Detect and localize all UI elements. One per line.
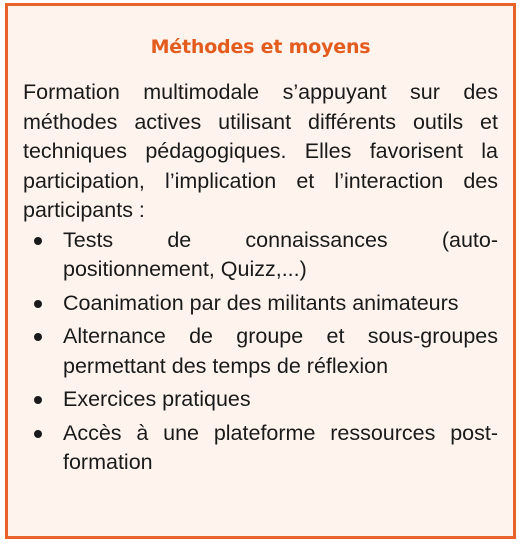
bullet-icon [34,237,42,245]
list-item [23,419,498,478]
methods-box [5,3,516,539]
list-item [23,226,498,285]
list-item-text: Accès à une plateforme ressources post-formation [63,420,498,474]
bullet-icon [34,430,42,438]
list-item [23,385,498,415]
bullet-icon [34,300,42,308]
bullet-icon [34,396,42,404]
list-item-text: Alternance de groupe et sous-groupes permettant des temps de réflexion [63,324,498,378]
intro-paragraph: Formation multimodale s’appuyant sur des méthodes actives utilisant différents outils et techniques pédagogiques. Elles favorisent la participation, l’implication et l’interaction des participants : [23,80,498,222]
list-item [23,289,498,319]
list-item-text: Exercices pratiques [63,387,251,411]
box-title: Méthodes et moyens [150,36,371,58]
list-item-text: Coanimation par des militants animateurs [63,290,459,315]
list-item-text: Tests de connaissances (auto-positionnement, Quizz,...) [63,227,498,281]
methods-list [23,226,498,478]
list-item [23,322,498,381]
bullet-icon [34,333,42,341]
